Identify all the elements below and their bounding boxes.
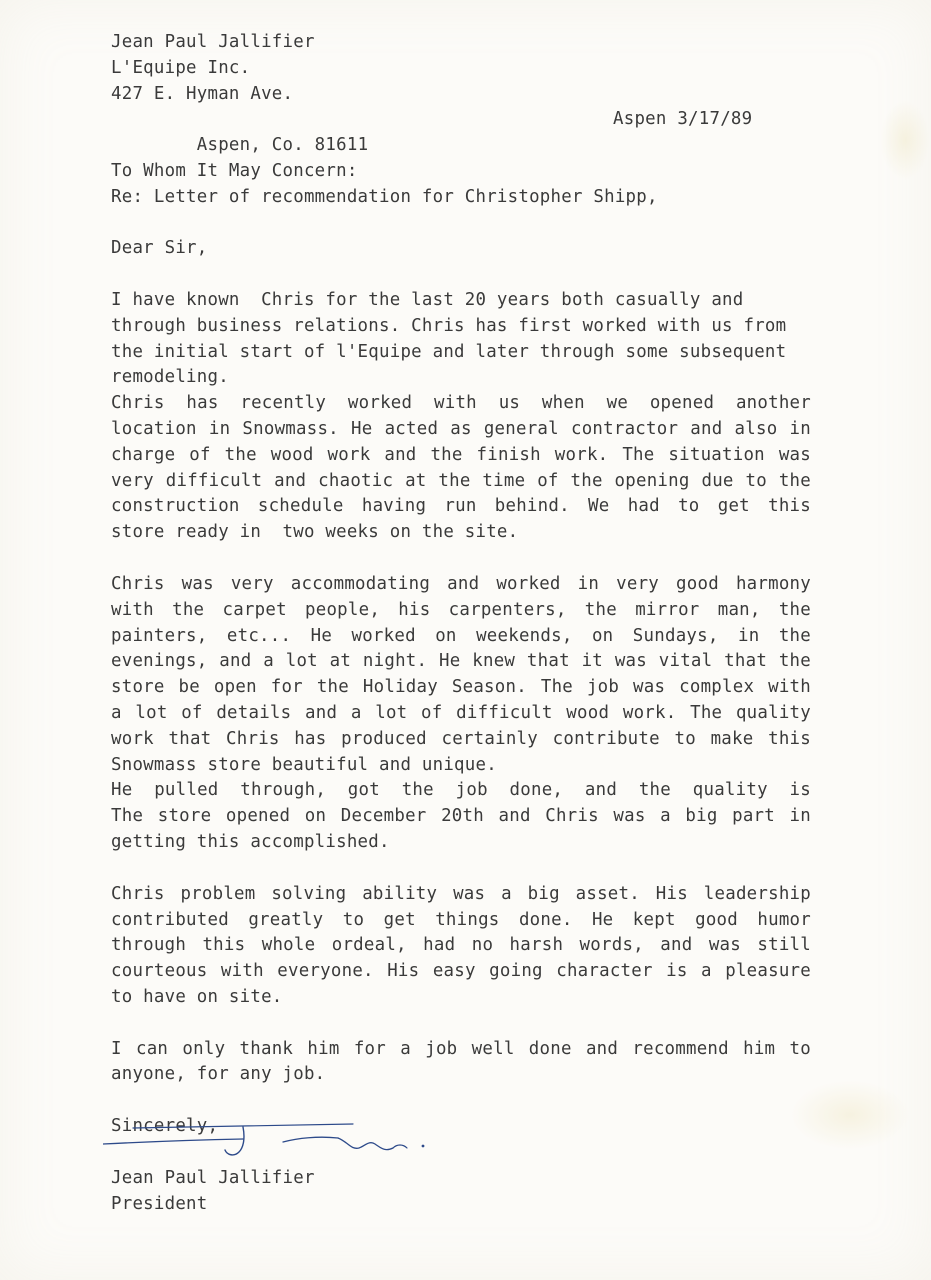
closing: Sincerely, <box>111 1116 219 1137</box>
paragraph-line: through this whole ordeal, had no harsh words, and was still <box>111 935 811 956</box>
paragraph-line: courteous with everyone. His easy going character is a pleasure <box>111 961 811 982</box>
signer-name: Jean Paul Jallifier <box>111 1168 315 1189</box>
paragraph-line: Chris has recently worked with us when we opened another <box>111 393 811 414</box>
paragraph-line: I have known Chris for the last 20 years both casually and <box>111 289 744 310</box>
sender-street: 427 E. Hyman Ave. <box>111 83 294 104</box>
sender-city-row <box>111 107 811 156</box>
paragraph-6 <box>111 1037 811 1089</box>
paragraph-line: very difficult and chaotic at the time of the opening due to the <box>111 470 811 491</box>
paragraph-line: store ready in two weeks on the site. <box>111 522 519 543</box>
greeting: Dear Sir, <box>111 238 208 259</box>
paragraph-line: with the carpet people, his carpenters, the mirror man, the <box>111 599 811 620</box>
paragraph-2 <box>111 391 811 546</box>
paragraph-line: a lot of details and a lot of difficult wood work. The quality <box>111 702 811 723</box>
paragraph-line: remodeling. <box>111 367 229 388</box>
paragraph-line: painters, etc... He worked on weekends, on Sundays, in the <box>111 625 811 646</box>
handwritten-signature <box>103 1122 433 1172</box>
paragraph-line: anyone, for any job. <box>111 1064 326 1085</box>
paragraph-line: charge of the wood work and the finish work. The situation was <box>111 444 811 465</box>
paragraph-1 <box>111 288 811 391</box>
paragraph-line: through business relations. Chris has first worked with us from <box>111 315 787 336</box>
sender-name: Jean Paul Jallifier <box>111 32 315 52</box>
letter-date: Aspen 3/17/89 <box>613 109 753 130</box>
paragraph-line: to have on site. <box>111 986 283 1007</box>
signature-area <box>111 1114 811 1166</box>
sender-city: Aspen, Co. 81611 <box>196 135 369 156</box>
paper-stain <box>880 100 930 180</box>
paragraph-line: I can only thank him for a job well done and recommend him to <box>111 1038 811 1059</box>
paragraph-3 <box>111 572 811 778</box>
paragraph-5 <box>111 882 811 1011</box>
sender-block <box>111 30 811 156</box>
signer-title: President <box>111 1194 208 1215</box>
subject-line: Re: Letter of recommendation for Christopher Shipp, <box>111 186 658 207</box>
paragraph-line: location in Snowmass. He acted as general contractor and also in <box>111 418 811 439</box>
paragraph-line: evenings, and a lot at night. He knew that it was vital that the <box>111 651 811 672</box>
paragraph-line: Chris problem solving ability was a big asset. His leadership <box>111 883 811 904</box>
paragraph-line: store be open for the Holiday Season. The job was complex with <box>111 677 811 698</box>
paragraph-line: work that Chris has produced certainly contribute to make this <box>111 728 811 749</box>
sender-company: L'Equipe Inc. <box>111 57 251 78</box>
paragraph-line: He pulled through, got the job done, and the quality is <box>111 780 811 801</box>
paragraph-line: Chris was very accommodating and worked in very good harmony <box>111 573 811 594</box>
paragraph-line: The store opened on December 20th and Chris was a big part in <box>111 806 811 827</box>
paragraph-line: getting this accomplished. <box>111 831 390 852</box>
paragraph-4 <box>111 778 811 855</box>
paragraph-line: contributed greatly to get things done. He kept good humor <box>111 909 811 930</box>
letter-body <box>111 30 811 1218</box>
paragraph-line: construction schedule having run behind. We had to get this <box>111 496 811 517</box>
paragraph-line: Snowmass store beautiful and unique. <box>111 754 497 775</box>
salutation-to: To Whom It May Concern: <box>111 160 358 181</box>
paragraph-line: the initial start of l'Equipe and later through some subsequent <box>111 341 787 362</box>
